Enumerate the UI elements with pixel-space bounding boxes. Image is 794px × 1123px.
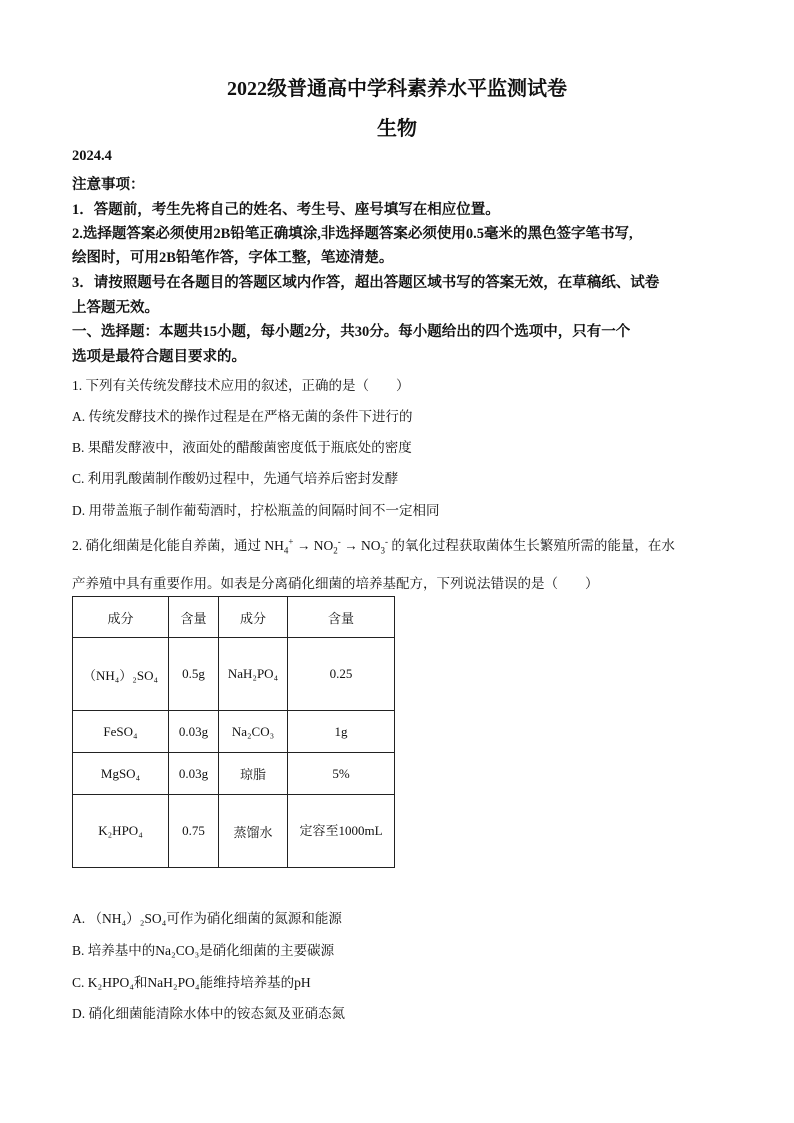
q1-option-d: D. 用带盖瓶子制作葡萄酒时，拧松瓶盖的间隔时间不一定相同 xyxy=(72,503,440,518)
table-cell: 定容至1000mL xyxy=(288,795,395,868)
notice-item-3-line-2: 上答题无效。 xyxy=(72,300,159,316)
table-cell: 1g xyxy=(288,711,395,753)
notice-item-1: 1．答题前，考生先将自己的姓名、考生号、座号填写在相应位置。 xyxy=(72,202,500,218)
table-row xyxy=(73,711,395,753)
table-cell: 0.75 xyxy=(169,795,219,868)
notice-item-3-line-1: 3．请按照题号在各题目的答题区域内作答，超出答题区域书写的答案无效，在草稿纸、试卷 xyxy=(72,275,660,291)
q1-option-b: B. 果醋发酵液中，液面处的醋酸菌密度低于瓶底处的密度 xyxy=(72,440,412,455)
nitrification-formula: $NH_4^+ \to NO_2^- \to NO_3^-$ xyxy=(264,536,388,556)
table-header-cell: 成分 xyxy=(73,597,169,638)
notice-heading: 注意事项： xyxy=(72,177,145,193)
q2-option-b: B. 培养基中的Na₂CO₃是硝化细菌的主要碳源 xyxy=(72,943,335,958)
q2-stem-suffix: 的氧化过程获取菌体生长繁殖所需的能量，在水 xyxy=(391,538,675,553)
table-row xyxy=(73,795,395,868)
table-cell: 琼脂 xyxy=(219,753,288,795)
q2-option-d: D. 硝化细菌能清除水体中的铵态氮及亚硝态氮 xyxy=(72,1006,345,1021)
table-cell: FeSO₄ xyxy=(73,711,169,753)
table-cell: 0.5g xyxy=(169,638,219,711)
table-cell: 0.03g xyxy=(169,711,219,753)
table-row xyxy=(73,753,395,795)
table-cell: 0.25 xyxy=(288,638,395,711)
q1-option-c: C. 利用乳酸菌制作酸奶过程中，先通气培养后密封发酵 xyxy=(72,471,399,486)
table-cell: NaH₂PO₄ xyxy=(219,638,288,711)
q2-option-c: C. K₂HPO₄和NaH₂PO₄能维持培养基的pH xyxy=(72,975,311,990)
exam-date: 2024.4 xyxy=(72,148,112,164)
subject-title: 生物 xyxy=(377,118,417,140)
table-cell: Na₂CO₃ xyxy=(219,711,288,753)
culture-medium-table xyxy=(72,596,395,868)
q2-option-a: A. （NH₄）₂SO₄可作为硝化细菌的氮源和能源 xyxy=(72,911,342,926)
table-cell: MgSO₄ xyxy=(73,753,169,795)
section-1-heading-line-2: 选项是最符合题目要求的。 xyxy=(72,349,246,365)
q1-stem: 1. 下列有关传统发酵技术应用的叙述，正确的是（ ） xyxy=(72,378,410,393)
table-header-cell: 含量 xyxy=(169,597,219,638)
table-header-cell: 含量 xyxy=(288,597,395,638)
section-1-heading-line-1: 一、选择题：本题共15小题，每小题2分，共30分。每小题给出的四个选项中，只有一个 xyxy=(72,324,631,340)
q2-stem-prefix: 2. 硝化细菌是化能自养菌，通过 xyxy=(72,538,261,553)
notice-item-2-line-2: 绘图时，可用2B铅笔作答，字体工整，笔迹清楚。 xyxy=(72,250,394,266)
q1-option-a: A. 传统发酵技术的操作过程是在严格无菌的条件下进行的 xyxy=(72,409,413,424)
q2-stem-line-2: 产养殖中具有重要作用。如表是分离硝化细菌的培养基配方，下列说法错误的是（ ） xyxy=(72,576,599,591)
table-cell: 0.03g xyxy=(169,753,219,795)
table-cell: 蒸馏水 xyxy=(219,795,288,868)
table-cell: 5% xyxy=(288,753,395,795)
table-cell: （NH₄）₂SO₄ xyxy=(73,638,169,711)
exam-title: 2022级普通高中学科素养水平监测试卷 xyxy=(227,78,567,100)
q2-stem-line-1 xyxy=(72,534,732,556)
table-cell: K₂HPO₄ xyxy=(73,795,169,868)
table-row xyxy=(73,638,395,711)
notice-item-2-line-1: 2.选择题答案必须使用2B铅笔正确填涂,非选择题答案必须使用0.5毫米的黑色签字笔书写, xyxy=(72,226,633,242)
table-header-cell: 成分 xyxy=(219,597,288,638)
table-header-row xyxy=(73,597,395,638)
